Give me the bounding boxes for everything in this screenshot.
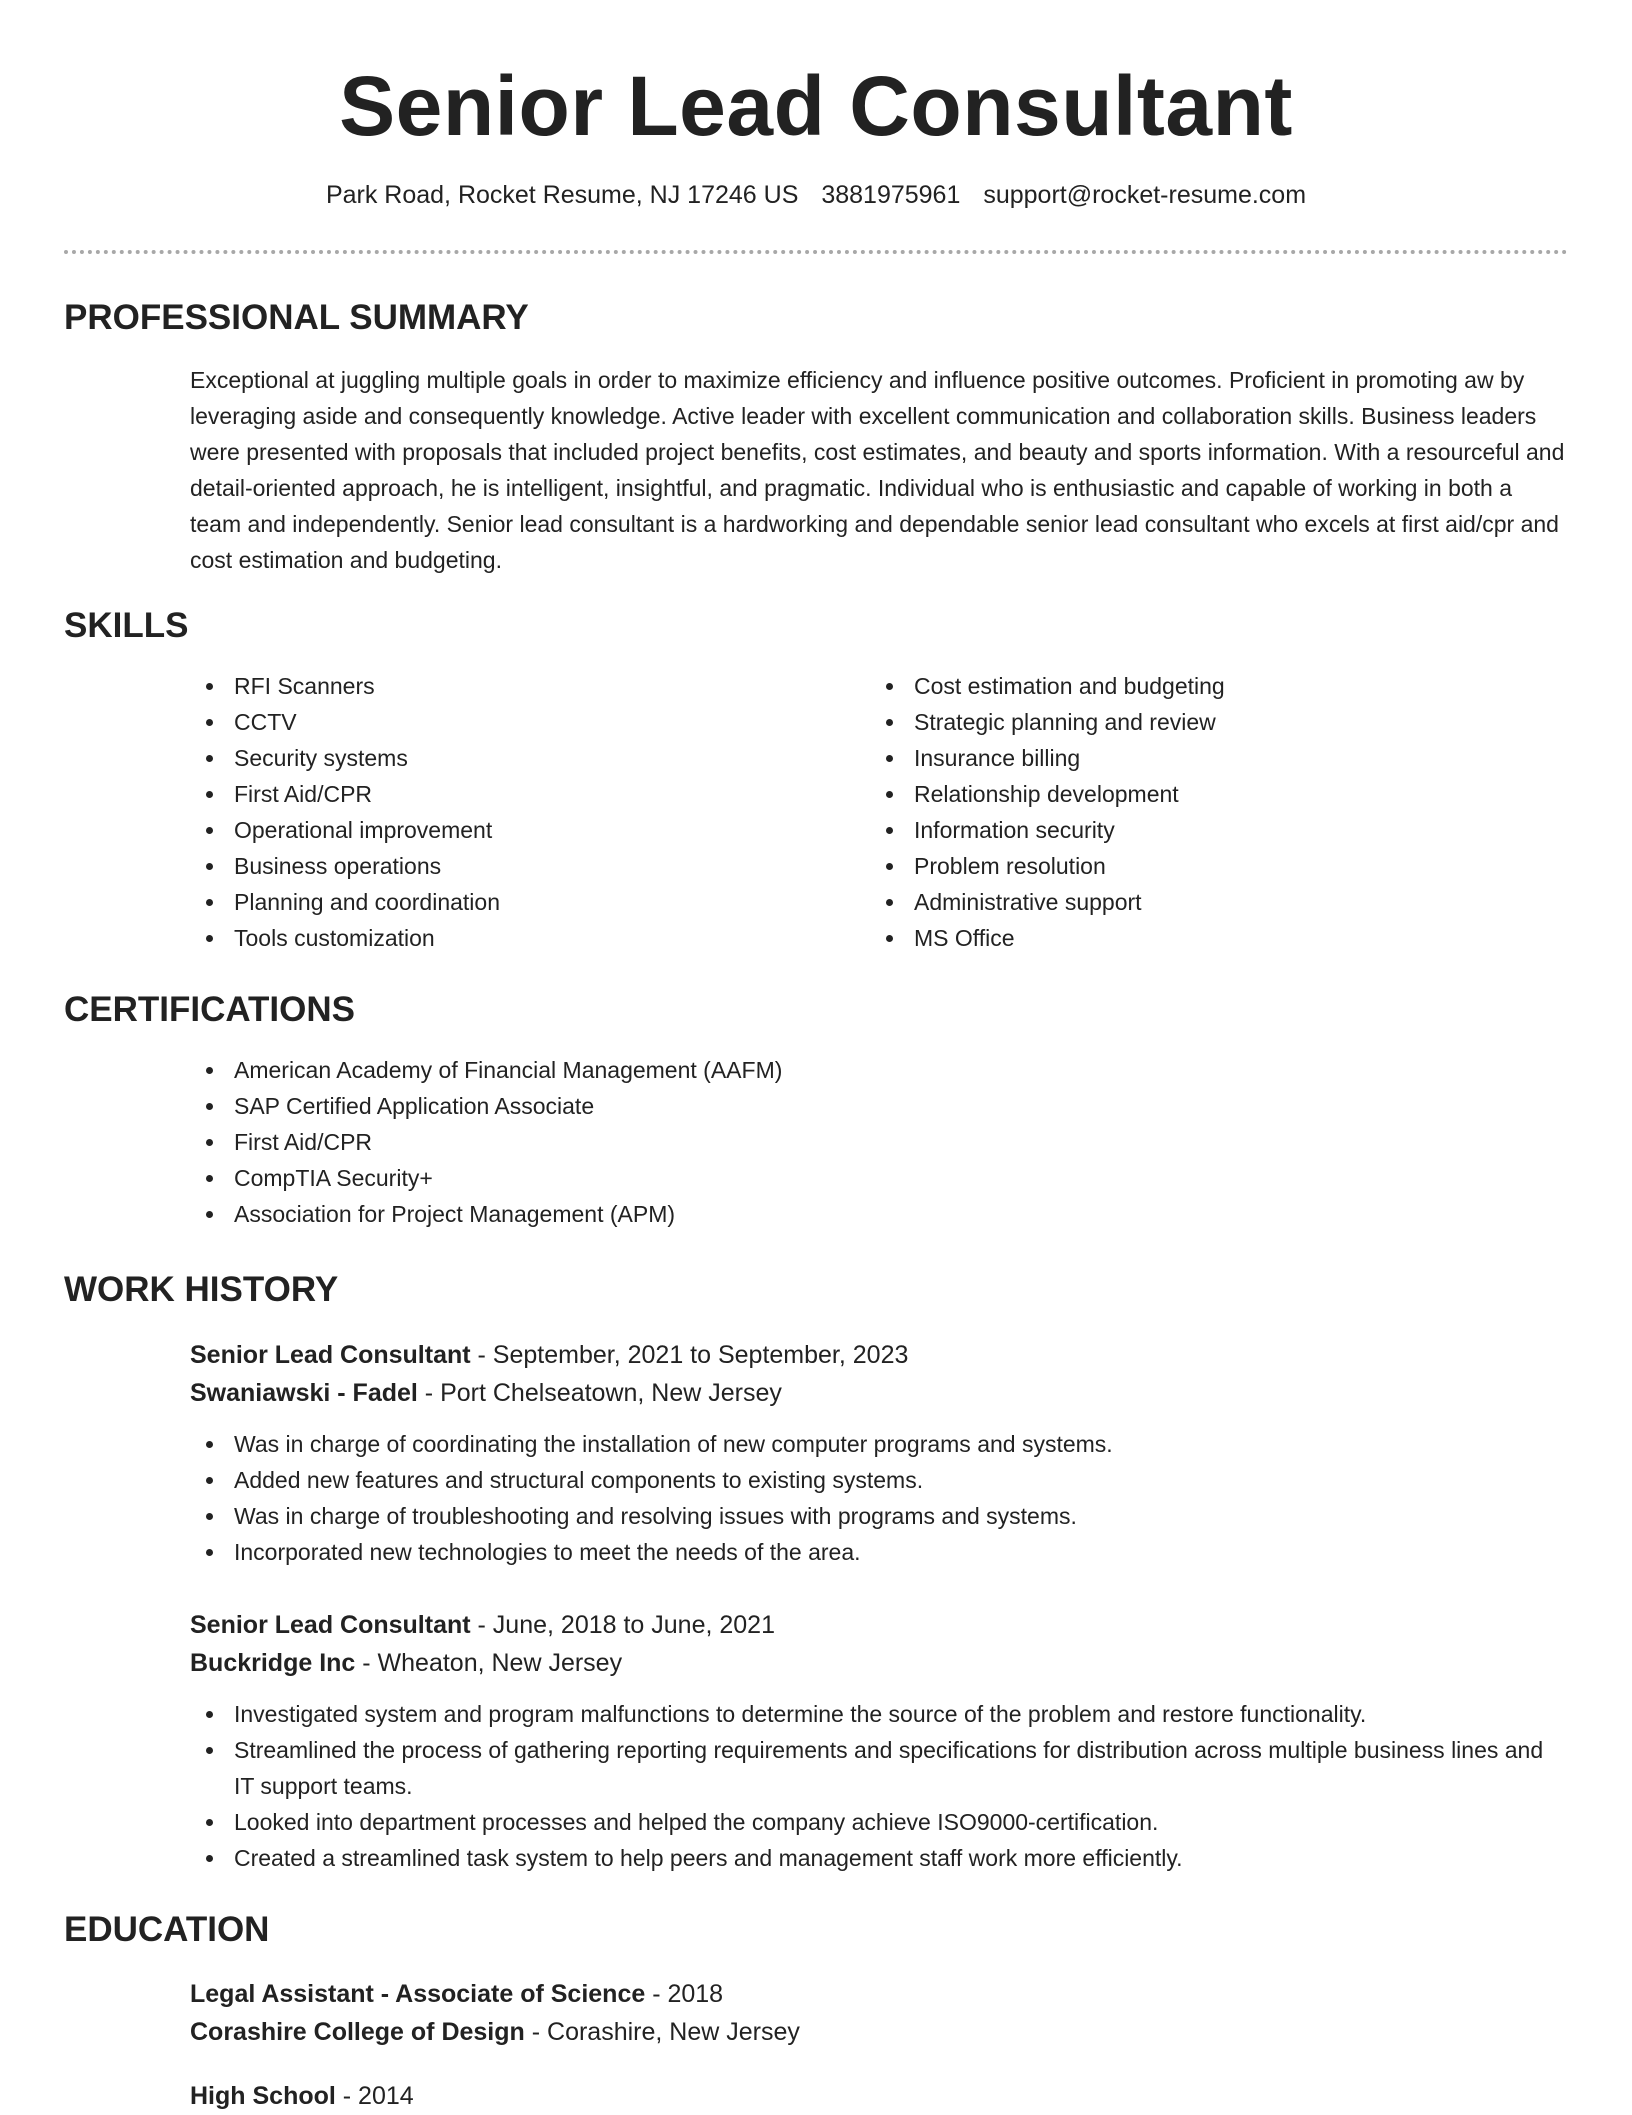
education-location: - Corashire, New Jersey [524,2018,800,2046]
education-year: - 2018 [645,1980,724,2008]
education-school-line [190,2013,1568,2051]
skill-item: Insurance billing [870,740,1550,776]
skills-heading: SKILLS [64,606,189,645]
job-company: Buckridge Inc [190,1649,356,1677]
summary-heading: PROFESSIONAL SUMMARY [64,298,529,337]
job-bullet: Added new features and structural components to existing systems. [190,1462,1568,1498]
job-bullet: Was in charge of troubleshooting and resolving issues with programs and systems. [190,1498,1568,1534]
job-bullet: Looked into department processes and helped the company achieve ISO9000-certification. [190,1804,1568,1840]
header-divider [64,250,1568,254]
skill-item: Cost estimation and budgeting [870,668,1550,704]
skill-item: Administrative support [870,884,1550,920]
job-bullet: Was in charge of coordinating the installation of new computer programs and systems. [190,1426,1568,1462]
skill-item: Tools customization [190,920,870,956]
contact-phone: 3881975961 [821,181,961,209]
education-school: Corashire College of Design [190,2018,525,2046]
education-degree: Legal Assistant - Associate of Science [190,1980,646,2008]
job-role: Senior Lead Consultant [190,1611,471,1639]
certification-item: SAP Certified Application Associate [190,1088,1568,1124]
resume-page [64,0,1568,2110]
skills-column-right [870,668,1550,956]
education-year: - 2014 [335,2082,414,2110]
skill-item: Information security [870,812,1550,848]
job-bullet: Incorporated new technologies to meet the needs of the area. [190,1534,1568,1570]
job-role: Senior Lead Consultant [190,1341,471,1369]
education-entry-1 [190,1975,1568,2051]
skill-item: Business operations [190,848,870,884]
certifications-section [190,1052,1568,1232]
contact-address: Park Road, Rocket Resume, NJ 17246 US [325,181,799,209]
education-degree-line [190,1975,1568,2013]
education-degree-line [190,2077,1568,2115]
certification-item: CompTIA Security+ [190,1160,1568,1196]
job-bullet: Created a streamlined task system to help peers and management staff work more efficiently. [190,1840,1568,1876]
job-title-line [190,1606,1568,1644]
job-company-line [190,1374,1568,1412]
skill-item: First Aid/CPR [190,776,870,812]
job-dates: - June, 2018 to June, 2021 [470,1611,775,1639]
summary-text: Exceptional at juggling multiple goals in order to maximize efficiency and influence positive outcomes. Proficient in promoting aw by leveraging aside and consequently knowledge. Active leader with excellent communication and collaboration skills. Business leaders were presented with proposals that included project benefits, cost estimates, and beauty and sports information. With a resourceful and detail-oriented approach, he is intelligent, insightful, and pragmatic. Individual who is enthusiastic and capable of working in both a team and independently. Senior lead consultant is a hardworking and dependable senior lead consultant who excels at first aid/cpr and cost estimation and budgeting. [190,367,1565,573]
job-dates: - September, 2021 to September, 2023 [470,1341,909,1369]
contact-email: support@rocket-resume.com [983,181,1307,209]
summary-section [190,362,1568,578]
job-location: - Port Chelseatown, New Jersey [417,1379,782,1407]
certifications-heading: CERTIFICATIONS [64,990,356,1029]
skill-item: Strategic planning and review [870,704,1550,740]
job-bullet: Investigated system and program malfunctions to determine the source of the problem and restore functionality. [190,1696,1568,1732]
job-entry-1 [190,1336,1568,1570]
skill-item: Problem resolution [870,848,1550,884]
skill-item: Operational improvement [190,812,870,848]
education-heading: EDUCATION [64,1910,270,1949]
job-location: - Wheaton, New Jersey [355,1649,623,1677]
skill-item: Security systems [190,740,870,776]
job-entry-2 [190,1606,1568,1876]
job-company: Swaniawski - Fadel [190,1379,418,1407]
certification-item: First Aid/CPR [190,1124,1568,1160]
education-degree: High School [190,2082,336,2110]
skills-column-left [190,668,870,956]
contact-line [64,178,1568,212]
job-company-line [190,1644,1568,1682]
certification-item: American Academy of Financial Management (AAFM) [190,1052,1568,1088]
skill-item: CCTV [190,704,870,740]
skills-section [190,668,1568,956]
certification-item: Association for Project Management (APM) [190,1196,1568,1232]
skill-item: Planning and coordination [190,884,870,920]
skill-item: RFI Scanners [190,668,870,704]
job-bullet: Streamlined the process of gathering reporting requirements and specifications for distribution across multiple business lines and IT support teams. [190,1732,1568,1804]
skill-item: Relationship development [870,776,1550,812]
skill-item: MS Office [870,920,1550,956]
work-history-heading: WORK HISTORY [64,1270,339,1309]
resume-name: Senior Lead Consultant [339,59,1293,153]
education-entry-2 [190,2077,1568,2115]
job-title-line [190,1336,1568,1374]
